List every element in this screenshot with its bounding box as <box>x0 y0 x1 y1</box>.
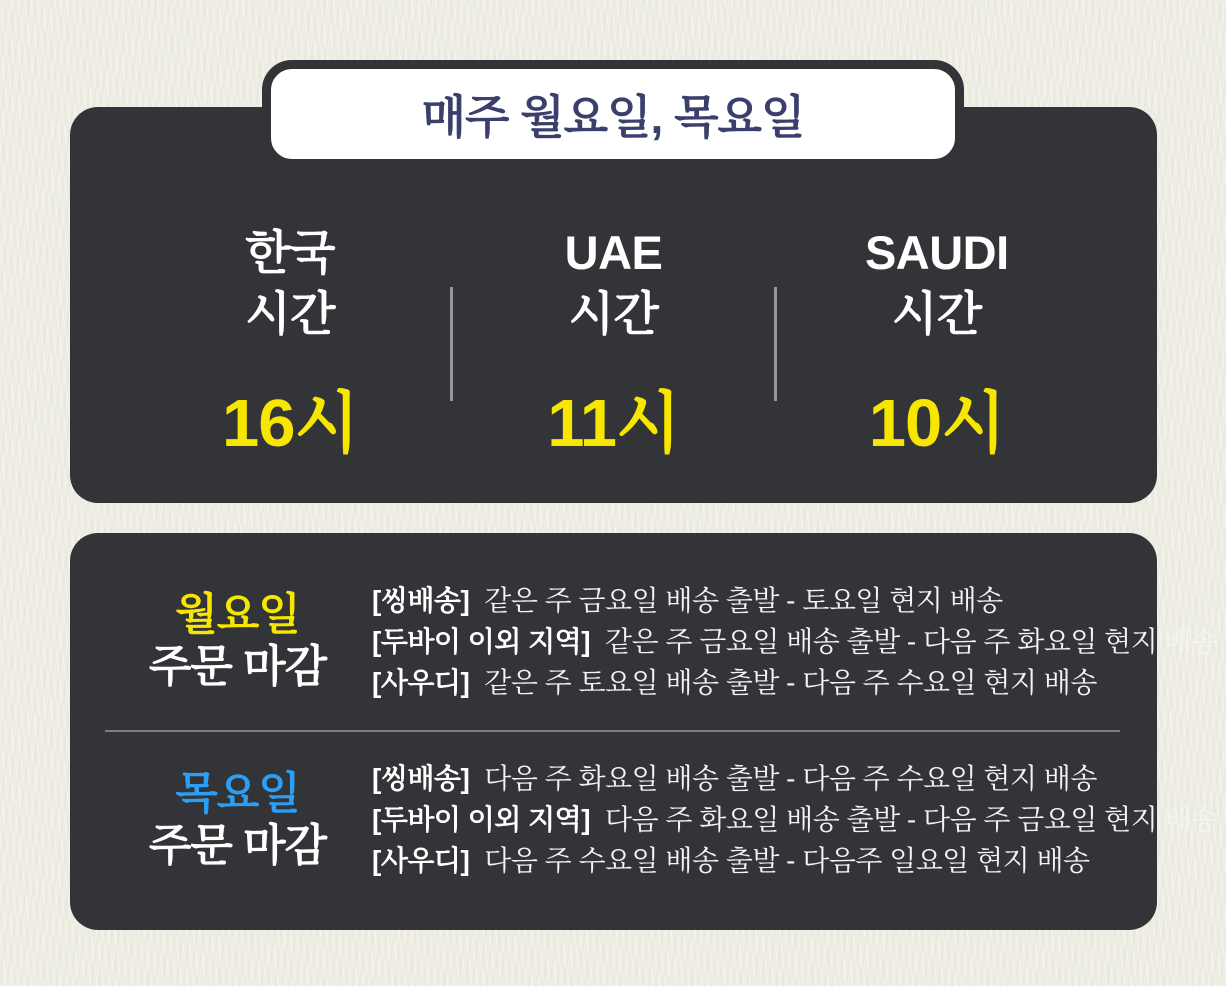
timezone-korea-region: 한국 <box>245 225 336 279</box>
schedule-entry <box>372 662 1218 703</box>
entry-desc: 다음 주 수요일 배송 출발 - 다음주 일요일 현지 배송 <box>484 845 1090 877</box>
timezone-korea-label <box>245 222 335 344</box>
monday-subtitle: 주문 마감 <box>148 642 327 692</box>
entry-tag: [사우디] <box>372 666 470 698</box>
entry-desc: 다음 주 화요일 배송 출발 - 다음 주 수요일 현지 배송 <box>484 763 1097 795</box>
entry-tag: [씽배송] <box>372 763 470 795</box>
schedule-section-monday <box>70 561 1218 722</box>
schedule-entry <box>372 580 1218 621</box>
schedule-section-thursday <box>70 740 1218 901</box>
schedule-card <box>70 533 1218 930</box>
thursday-subtitle: 주문 마감 <box>148 820 327 870</box>
monday-day-name: 월요일 <box>175 590 300 640</box>
entry-tag: [두바이 이외 지역] <box>372 625 591 657</box>
timezone-saudi-unit: 시간 <box>891 287 982 340</box>
entry-desc: 같은 주 토요일 배송 출발 - 다음 주 수요일 현지 배송 <box>484 666 1097 698</box>
entry-tag: [두바이 이외 지역] <box>372 804 591 836</box>
timezone-saudi-region: SAUDI <box>864 225 1009 279</box>
timezone-saudi-time: 10시 <box>868 386 1005 462</box>
schedule-entry <box>372 621 1218 662</box>
timezone-uae-unit: 시간 <box>568 287 659 340</box>
entry-tag: [사우디] <box>372 845 470 877</box>
monday-details <box>372 580 1218 703</box>
timezone-col-uae <box>453 222 773 466</box>
thursday-details <box>372 758 1218 881</box>
entry-desc: 같은 주 금요일 배송 출발 - 토요일 현지 배송 <box>484 584 1003 616</box>
timezone-col-korea <box>130 222 450 466</box>
entry-tag: [씽배송] <box>372 584 470 616</box>
monday-deadline-label <box>125 589 350 693</box>
timezone-uae-region: UAE <box>564 225 663 279</box>
thursday-day-name: 목요일 <box>175 768 300 818</box>
timezone-col-saudi <box>777 222 1097 466</box>
banner-title: 매주 월요일, 목요일 <box>421 91 805 143</box>
weekly-days-banner <box>262 60 964 168</box>
timezone-korea-unit: 시간 <box>245 287 336 340</box>
schedule-entry <box>372 799 1218 840</box>
timezone-uae-time: 11시 <box>547 386 680 462</box>
timezone-korea-time: 16시 <box>222 386 359 462</box>
entry-desc: 같은 주 금요일 배송 출발 - 다음 주 화요일 현지 배송 <box>605 625 1218 657</box>
thursday-deadline-label <box>125 768 350 872</box>
entry-desc: 다음 주 화요일 배송 출발 - 다음 주 금요일 현지 배송 <box>605 804 1218 836</box>
schedule-entry <box>372 840 1218 881</box>
timezone-saudi-label <box>865 222 1009 344</box>
timezone-uae-label <box>565 222 663 344</box>
schedule-entry <box>372 758 1218 799</box>
horizontal-divider <box>105 730 1120 732</box>
